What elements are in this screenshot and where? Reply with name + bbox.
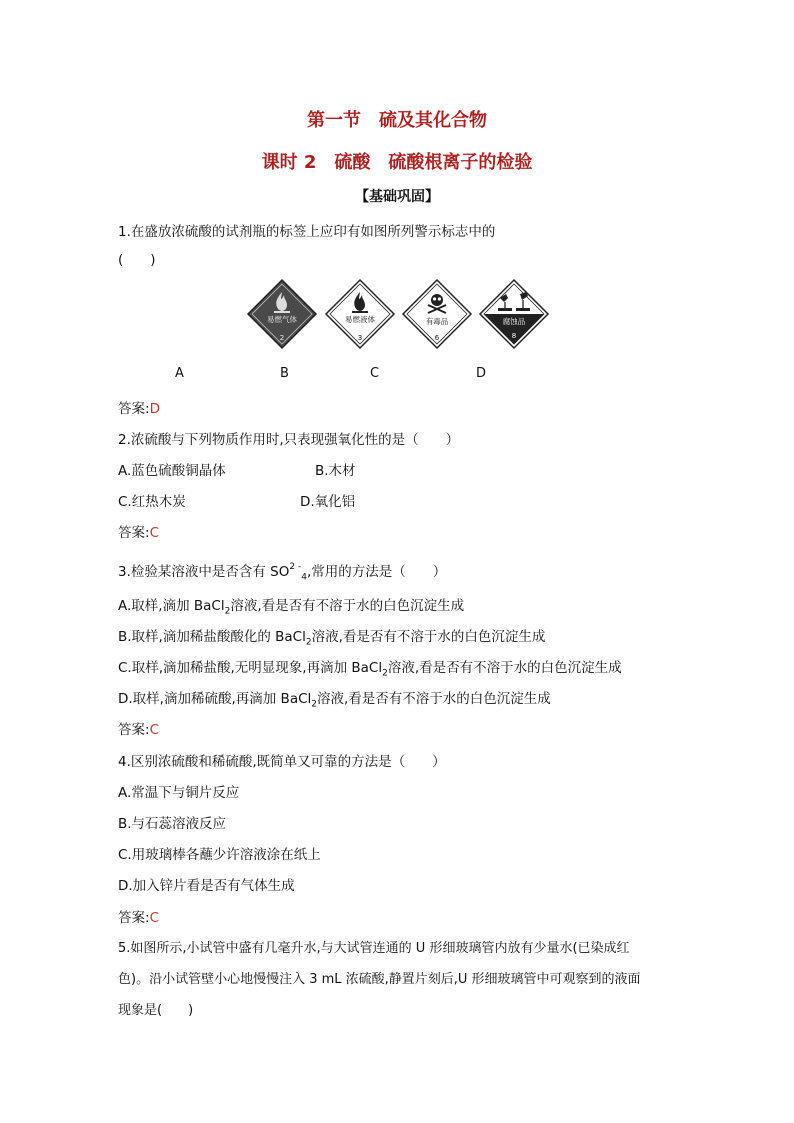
answer-label: 答案: [118,525,150,541]
q3-d-text-post: 溶液,看是否有不溶于水的白色沉淀生成 [317,691,551,707]
q4-option-c: C.用玻璃棒各蘸少许溶液涂在纸上 [118,847,321,863]
q5-line-1: 5.如图所示,小试管中盛有几毫升水,与大试管连通的 U 形细玻璃管内放有少量水(已染成红 [118,941,630,956]
option-letter-c: C [370,366,380,381]
ion-subscript: 4 [301,572,307,583]
answer-value: C [149,910,159,926]
corrosive-sign [478,278,550,350]
ion-o: O [278,564,290,580]
q2-option-c: C.红热木炭 [118,494,186,510]
ion-charge: 2 - [289,562,302,572]
sign-a-label: 易燃气体 [267,315,297,324]
q3-a-text-post: 溶液,看是否有不溶于水的白色沉淀生成 [230,598,465,614]
q4-stem: 4.区别浓硫酸和稀硫酸,既简单又可靠的方法是（ ） [118,754,446,770]
q2-option-d: D.氧化铝 [300,494,356,510]
answer-value: D [149,401,160,417]
answer-value: C [149,722,159,738]
section-heading: 【基础巩固】 [355,189,439,205]
option-letter-a: A [175,366,184,381]
q4-answer [118,906,159,926]
warning-signs [246,278,552,352]
q4-option-a: A.常温下与铜片反应 [118,785,240,801]
answer-label: 答案: [118,722,150,738]
sign-d-number: 8 [511,332,517,340]
subscript: 2 [305,637,312,648]
q3-answer [118,718,159,738]
q2-stem: 2.浓硫酸与下列物质作用时,只表现强氧化性的是（ ） [118,432,460,448]
sign-c-label: 有毒品 [425,317,449,326]
q4-option-b: B.与石蕊溶液反应 [118,816,227,832]
q3-b-text-post: 溶液,看是否有不溶于水的白色沉淀生成 [311,629,546,645]
sign-c-number: 6 [434,334,440,342]
q1-paren: ( ) [118,252,156,268]
q3-d-text: D.取样,滴加稀硫酸,再滴加 BaCl [118,691,312,707]
answer-label: 答案: [118,401,150,417]
q4-option-d: D.加入锌片看是否有气体生成 [118,878,295,894]
q3-option-a [118,594,464,617]
option-letter-b: B [280,366,289,381]
q3-stem [118,560,446,583]
q3-c-text-post: 溶液,看是否有不溶于水的白色沉淀生成 [387,660,622,676]
sign-d-label: 腐蚀品 [502,317,526,326]
q3-stem-pre: 3.检验某溶液中是否含有 S [118,564,279,580]
sign-a-number: 2 [279,334,285,342]
q3-option-c [118,656,622,679]
q3-a-text: A.取样,滴加 BaCl [118,598,225,614]
flammable-liquid-sign [324,278,396,350]
q3-option-d [118,687,551,710]
sign-b-number: 3 [357,334,363,342]
q1-answer [118,397,160,417]
q2-option-b: B.木材 [315,463,356,479]
q3-option-b [118,625,545,648]
sign-options [0,366,794,384]
q3-b-text: B.取样,滴加稀盐酸酸化的 BaCl [118,629,306,645]
q1-stem: 1.在盛放浓硫酸的试剂瓶的标签上应印有如图所列警示标志中的 [118,224,496,240]
sign-b-label: 易燃液体 [345,315,375,324]
answer-value: C [149,525,159,541]
flammable-gas-sign [246,278,318,350]
subscript: 2 [382,668,388,679]
subscript: 2 [311,699,318,710]
toxic-sign [401,278,473,350]
subscript: 2 [224,606,231,617]
q3-stem-post: ,常用的方法是（ ） [306,564,447,580]
q2-answer [118,521,159,541]
q5-line-3: 现象是( ) [118,1003,194,1018]
answer-label: 答案: [118,910,150,926]
option-letter-d: D [476,366,487,381]
page-title: 第一节 硫及其化合物 [307,110,487,131]
q3-c-text: C.取样,滴加稀盐酸,无明显现象,再滴加 BaCl [118,660,383,676]
q5-line-2: 色)。沿小试管壁小心地慢慢注入 3 mL 浓硫酸,静置片刻后,U 形细玻璃管中可观察到的液面 [118,972,641,987]
lesson-subtitle: 课时 2 硫酸 硫酸根离子的检验 [261,152,533,173]
q2-option-a: A.蓝色硫酸铜晶体 [118,463,226,479]
